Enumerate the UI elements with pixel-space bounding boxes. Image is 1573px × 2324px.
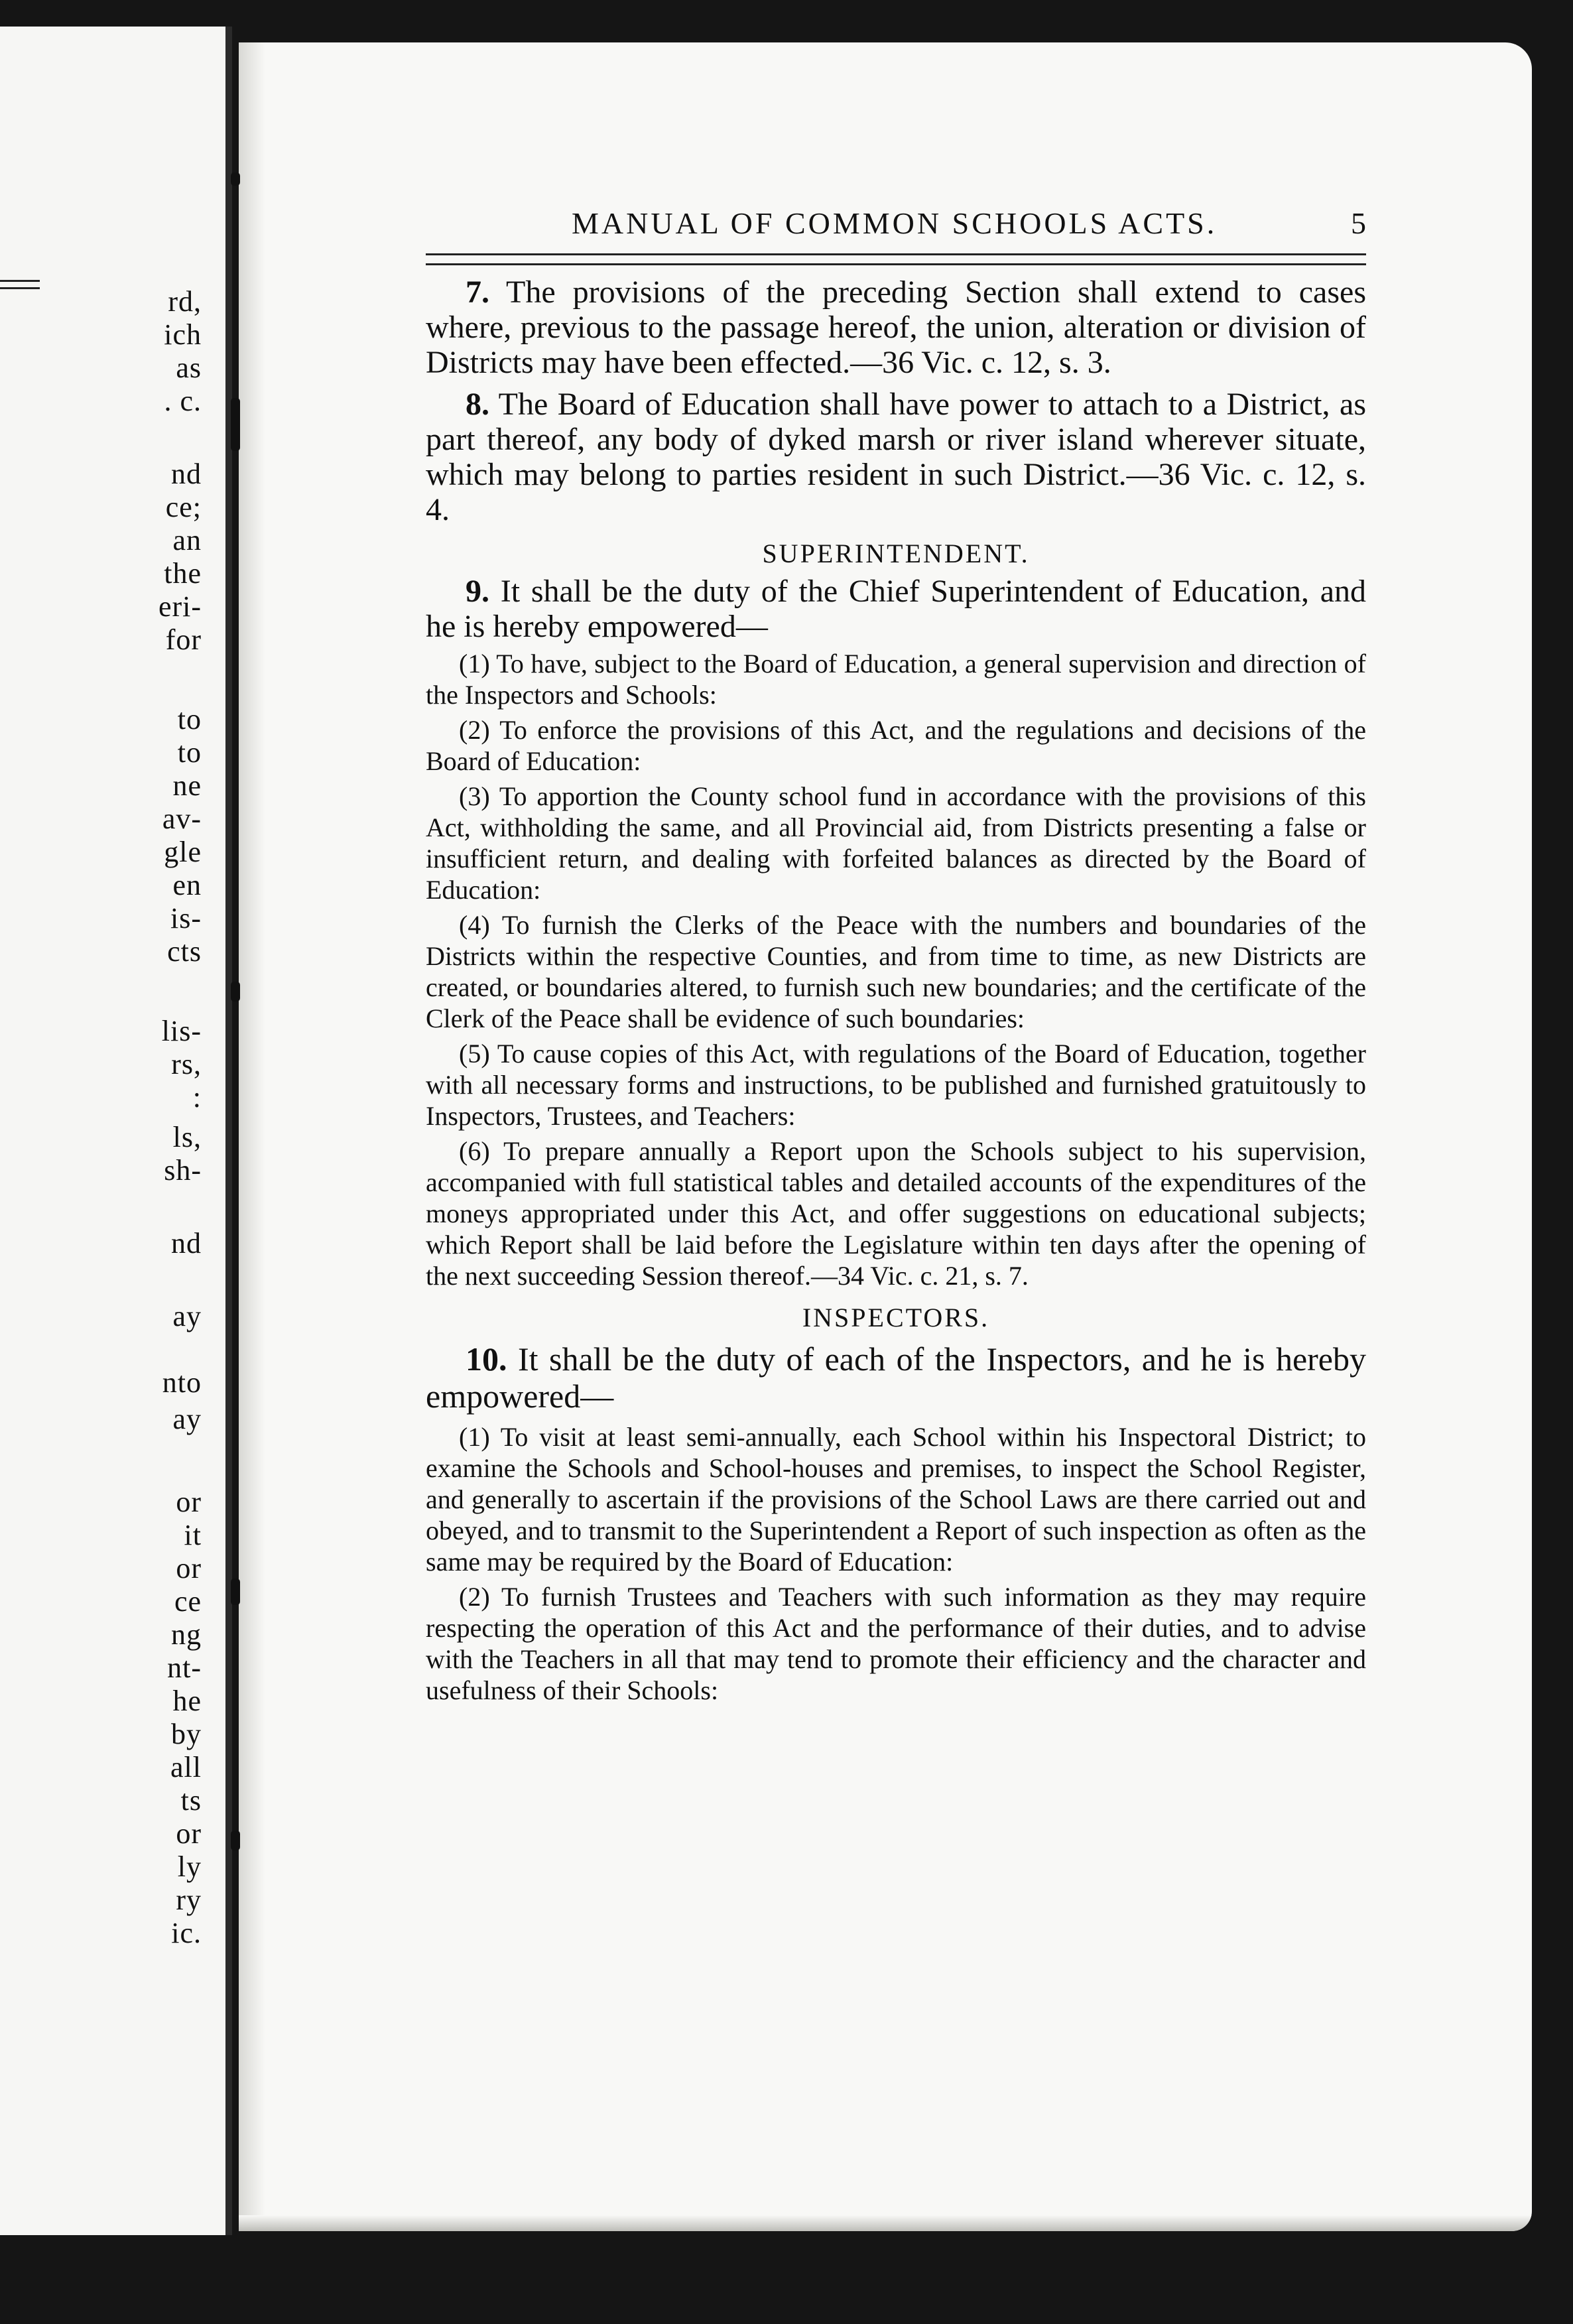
binding-stitch [231, 982, 240, 1001]
page-number: 5 [1351, 206, 1366, 240]
section-number: 10. [466, 1340, 507, 1378]
left-fragment: or [176, 1552, 202, 1584]
left-fragment: rs, [171, 1048, 202, 1080]
binding-stitch [231, 172, 240, 186]
binding-stitch [231, 1579, 240, 1605]
left-fragment: ic. [171, 1917, 202, 1949]
clause: (1) To have, subject to the Board of Education, a general supervision and direction of the Inspectors and Schools: [426, 649, 1366, 710]
left-fragment: is- [170, 902, 202, 935]
clause: (1) To visit at least semi-annually, each School within his Inspectoral District; to examine the Schools and School-houses and premises, to inspect the School Register, and generally to ascertain if the provisions of the School Laws are there carried out and obeyed, and to transmit to the Superintendent a Report of such inspection as often as the same may be required by the Board of Education: [426, 1422, 1366, 1577]
heading-inspectors: INSPECTORS. [802, 1303, 990, 1332]
page-bottom-edge [239, 2215, 1532, 2231]
left-facing-page [0, 27, 232, 2235]
section-text: The provisions of the preceding Section shall extend to cases where, previous to the passage hereof, the union, alteration or division of Districts may have been effected.—36 Vic. c. 12, s. 3. [426, 275, 1366, 380]
clause: (2) To furnish Trustees and Teachers with such information as they may require respecting the operation of this Act and the performance of their duties, and to advise with the Teachers in all that may tend to promote their efficiency and the character and usefulness of their Schools: [426, 1582, 1366, 1705]
left-fragment: av- [162, 803, 202, 835]
left-fragment: the [164, 557, 202, 590]
section-10 [426, 1340, 1366, 1415]
gutter-shadow [239, 42, 265, 2231]
left-fragment: all [170, 1751, 202, 1783]
left-fragment: ry [176, 1884, 202, 1916]
clause: (5) To cause copies of this Act, with regulations of the Board of Education, together with all necessary forms and instructions, to be published and furnished gratuitously to Inspectors, Trustees, and Teachers: [426, 1039, 1366, 1131]
section-9 [426, 574, 1366, 644]
section-8 [426, 387, 1366, 527]
left-fragment: for [165, 623, 202, 656]
left-fragment: ly [177, 1850, 202, 1883]
left-fragment: or [176, 1486, 202, 1518]
binding-stitch [231, 1831, 240, 1850]
left-fragment: ay [172, 1403, 202, 1435]
left-fragment: as [176, 352, 202, 384]
section-text: It shall be the duty of each of the Inspectors, and he is hereby empowered— [426, 1340, 1366, 1415]
left-fragment: to [177, 703, 202, 736]
left-fragment: eri- [158, 590, 202, 623]
binding-stitch [231, 398, 240, 451]
left-fragment: sh- [164, 1154, 202, 1187]
left-fragment: lis- [161, 1015, 202, 1047]
clause: (3) To apportion the County school fund in accordance with the provisions of this Act, withholding the same, and all Provincial aid, from Districts presenting a false or insufficient return, and dealing with forfeited balances as directed by the Board of Education: [426, 781, 1366, 905]
left-fragment: . c. [164, 385, 202, 417]
left-fragment: : [192, 1081, 202, 1114]
left-fragment: ce; [165, 491, 202, 523]
left-page-rule [0, 280, 40, 289]
left-fragment: rd, [168, 285, 202, 318]
left-fragment: nd [171, 1227, 202, 1259]
running-header [426, 206, 1366, 249]
left-fragment: it [184, 1519, 202, 1551]
section-number: 7. [466, 275, 489, 310]
running-title: MANUAL OF COMMON SCHOOLS ACTS. [572, 206, 1218, 240]
section-text: The Board of Education shall have power to attach to a District, as part thereof, any body of dyked marsh or river island wherever situate, which may belong to parties resident in such District.—36 Vic. c. 12, s. 4. [426, 387, 1366, 527]
left-fragment: he [172, 1685, 202, 1717]
section-number: 8. [466, 387, 489, 422]
heading-superintendent: SUPERINTENDENT. [762, 539, 1030, 568]
left-fragment: or [176, 1817, 202, 1850]
left-fragment: ay [172, 1300, 202, 1332]
left-fragment: ne [172, 769, 202, 802]
clause: (2) To enforce the provisions of this Act, and the regulations and decisions of the Board of Education: [426, 715, 1366, 776]
page-text-block [426, 206, 1366, 1706]
left-fragment: ts [180, 1784, 202, 1817]
clause: (4) To furnish the Clerks of the Peace with the numbers and boundaries of the Districts within the respective Counties, and from time to time, as new Districts are created, or boundaries altered, to furnish such new boundaries; and the certificate of the Clerk of the Peace shall be evidence of such boundaries: [426, 910, 1366, 1033]
left-fragment: ls, [172, 1121, 202, 1153]
left-fragment: nt- [167, 1651, 202, 1684]
left-fragment: cts [167, 935, 202, 968]
left-fragment: an [172, 524, 202, 556]
header-rule [426, 253, 1366, 265]
section-7 [426, 275, 1366, 380]
left-fragment: ich [164, 318, 202, 351]
left-fragment: ng [171, 1618, 202, 1651]
left-fragment: ce [174, 1585, 202, 1618]
section-number: 9. [466, 574, 489, 609]
left-fragment: by [171, 1718, 202, 1750]
left-fragment: nto [162, 1366, 202, 1399]
left-fragment: nd [171, 458, 202, 490]
left-fragment: en [172, 869, 202, 901]
left-fragment: to [177, 736, 202, 769]
left-fragment: gle [164, 836, 202, 868]
section-text: It shall be the duty of the Chief Superintendent of Education, and he is hereby empowered— [426, 574, 1366, 644]
clause: (6) To prepare annually a Report upon the Schools subject to his supervision, accompanied with full statistical tables and detailed accounts of the expenditures of the moneys appropriated under this Act, and offer suggestions on educational subjects; which Report shall be laid before the Legislature within ten days after the opening of the next succeeding Session thereof.—34 Vic. c. 21, s. 7. [426, 1136, 1366, 1291]
